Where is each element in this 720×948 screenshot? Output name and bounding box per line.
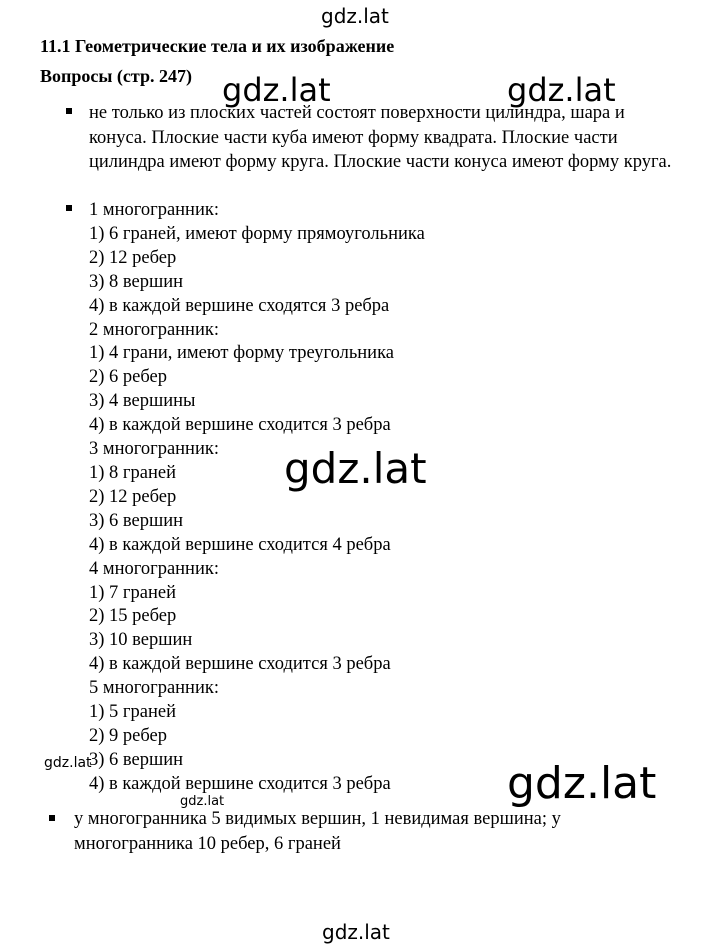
section-subtitle: Вопросы (стр. 247) <box>40 66 192 86</box>
list-line: 1) 8 граней <box>89 462 176 483</box>
bullet-3 <box>49 815 55 821</box>
watermark-small-left: gdz.lat <box>44 755 92 771</box>
watermark-top: gdz.lat <box>321 4 389 28</box>
list-line: 2) 12 ребер <box>89 486 177 507</box>
list-line: 1) 6 граней, имеют форму прямоугольника <box>89 223 425 244</box>
list-line: 2) 9 ребер <box>89 725 168 746</box>
list-line: 3 многогранник: <box>89 439 219 460</box>
list-line: 4) в каждой вершине сходится 4 ребра <box>89 534 391 555</box>
bullet-1 <box>66 108 72 114</box>
polyhedra-list <box>89 199 425 797</box>
list-line: 2 многогранник: <box>89 319 219 340</box>
list-line: 3) 6 вершин <box>89 749 184 770</box>
list-line: 3) 10 вершин <box>89 630 193 651</box>
list-line: 1) 5 граней <box>89 702 176 723</box>
list-line: 4 многогранник: <box>89 558 219 579</box>
list-line: 2) 6 ребер <box>89 367 168 388</box>
list-line: 5 многогранник: <box>89 678 219 699</box>
page-title: 11.1 Геометрические тела и их изображение <box>40 36 395 56</box>
list-line: 2) 15 ребер <box>89 606 177 627</box>
watermark-center: gdz.lat <box>284 444 427 493</box>
list-line: 3) 8 вершин <box>89 271 184 292</box>
answer-paragraph-3: у многогранника 5 видимых вершин, 1 невидимая вершина; у многогранника 10 ребер, 6 граней <box>74 809 561 854</box>
list-line: 3) 6 вершин <box>89 510 184 531</box>
list-line: 1) 4 грани, имеют форму треугольника <box>89 343 394 364</box>
watermark-small-mid: gdz.lat <box>180 794 225 809</box>
watermark-left: gdz.lat <box>222 71 331 109</box>
list-line: 1) 7 граней <box>89 582 176 603</box>
list-line: 4) в каждой вершине сходится 3 ребра <box>89 415 391 436</box>
list-line: 3) 4 вершины <box>89 391 196 412</box>
list-line: 4) в каждой вершине сходятся 3 ребра <box>89 295 390 316</box>
list-line: 2) 12 ребер <box>89 247 177 268</box>
list-line: 4) в каждой вершине сходится 3 ребра <box>89 654 391 675</box>
answer-paragraph-1: не только из плоских частей состоят поверхности цилиндра, шара и конуса. Плоские части куба имеют форму квадрата. Плоские части цилиндра имеют форму круга. Плоские части конуса имеют форму круга. <box>89 103 672 173</box>
watermark-big-right: gdz.lat <box>507 758 657 809</box>
list-line: 1 многогранник: <box>89 200 219 220</box>
bullet-2 <box>66 205 72 211</box>
list-line: 4) в каждой вершине сходится 3 ребра <box>89 773 391 794</box>
watermark-right: gdz.lat <box>507 71 616 109</box>
watermark-bottom: gdz.lat <box>322 920 390 944</box>
